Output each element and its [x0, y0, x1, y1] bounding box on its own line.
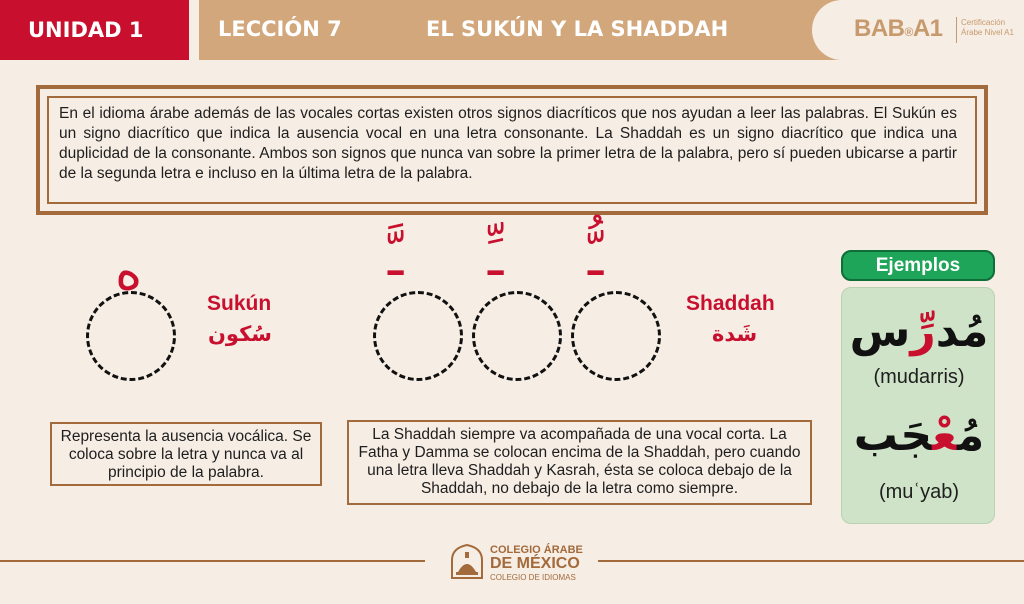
footer-line2: DE MÉXICO: [490, 555, 580, 572]
example-translit-2: (muʿyab): [878, 481, 959, 503]
footer-line1: COLEGIO ÁRABE: [490, 544, 583, 556]
example-word-2: [842, 410, 996, 461]
examples-panel: [841, 287, 995, 524]
unit-label: UNIDAD 1: [0, 0, 189, 60]
sukun-mark: ه: [115, 242, 143, 302]
intro-frame: [36, 85, 988, 215]
header: [0, 0, 1024, 60]
mosque-icon: [448, 542, 486, 582]
examples-header: Ejemplos: [841, 250, 995, 281]
shaddah-kasrah-mark: ـِّ: [488, 228, 504, 288]
sukun-circle: [86, 291, 176, 381]
sukun-label: Sukún: [207, 292, 272, 315]
shaddah-label: Shaddah: [686, 292, 775, 315]
example-2-highlight: عْ: [932, 410, 957, 461]
lesson-bar: [199, 0, 899, 60]
example-2-pre: مُ: [956, 410, 985, 461]
shaddah-damma-mark: ـُّ: [588, 228, 604, 288]
brand-separator: [956, 17, 957, 43]
example-1-pre: مُد: [935, 306, 989, 357]
shaddah-fatha-mark: ـَّ: [388, 228, 404, 288]
footer-text: [490, 544, 583, 584]
sukun-arabic: سُكون: [208, 322, 272, 346]
footer-line3: COLEGIO DE IDIOMAS: [490, 573, 576, 582]
shaddah-circle-3: [571, 291, 661, 381]
footer-line-left: [0, 560, 425, 562]
shaddah-circle-2: [472, 291, 562, 381]
brand-line2: Árabe Nivel A1: [961, 28, 1014, 37]
example-2-post: جَب: [853, 410, 933, 461]
example-1-highlight: رِّ: [910, 306, 936, 357]
brand-level: A1: [912, 15, 943, 42]
sukun-note: Representa la ausencia vocálica. Se coloca sobre la letra y nunca va al principio de la palabra.: [50, 422, 322, 486]
shaddah-circle-1: [373, 291, 463, 381]
example-word-1: [842, 306, 996, 357]
shaddah-arabic: شَدة: [712, 322, 758, 346]
brand-dot: ®: [904, 25, 913, 39]
intro-text: En el idioma árabe además de las vocales cortas existen otros signos diacríticos que nos ayudan a leer las palabras. El Sukún es un signo diacrítico que indica la ausencia vocal en una letra consonante. La Shaddah es un signo diacrítico que indica una duplicidad de la consonante. Ambos son signos que nunca van sobre la primer letra de la palabra, pero sí pueden ubicarse a partir de la segunda letra e incluso en la última letra de la palabra.: [47, 96, 977, 204]
footer-logo: [448, 542, 588, 584]
example-translit-1: (mudarris): [873, 366, 965, 388]
brand-tab: [812, 0, 1024, 60]
shaddah-note: La Shaddah siempre va acompañada de una vocal corta. La Fatha y Damma se colocan encima de la Shaddah, pero cuando una letra lleva Shaddah y Kasrah, ésta se coloca debajo de la Shaddah, no debajo de la letra como siempre.: [347, 420, 812, 505]
brand-name: BAB: [854, 15, 905, 42]
brand-logo: [854, 15, 943, 43]
brand-line1: Certificación: [961, 18, 1006, 27]
example-1-post: س: [849, 306, 911, 357]
footer-line-right: [598, 560, 1024, 562]
lesson-number: LECCIÓN 7: [218, 17, 342, 41]
brand-subtitle: [961, 18, 1014, 38]
lesson-title: EL SUKÚN Y LA SHADDAH: [426, 17, 729, 41]
